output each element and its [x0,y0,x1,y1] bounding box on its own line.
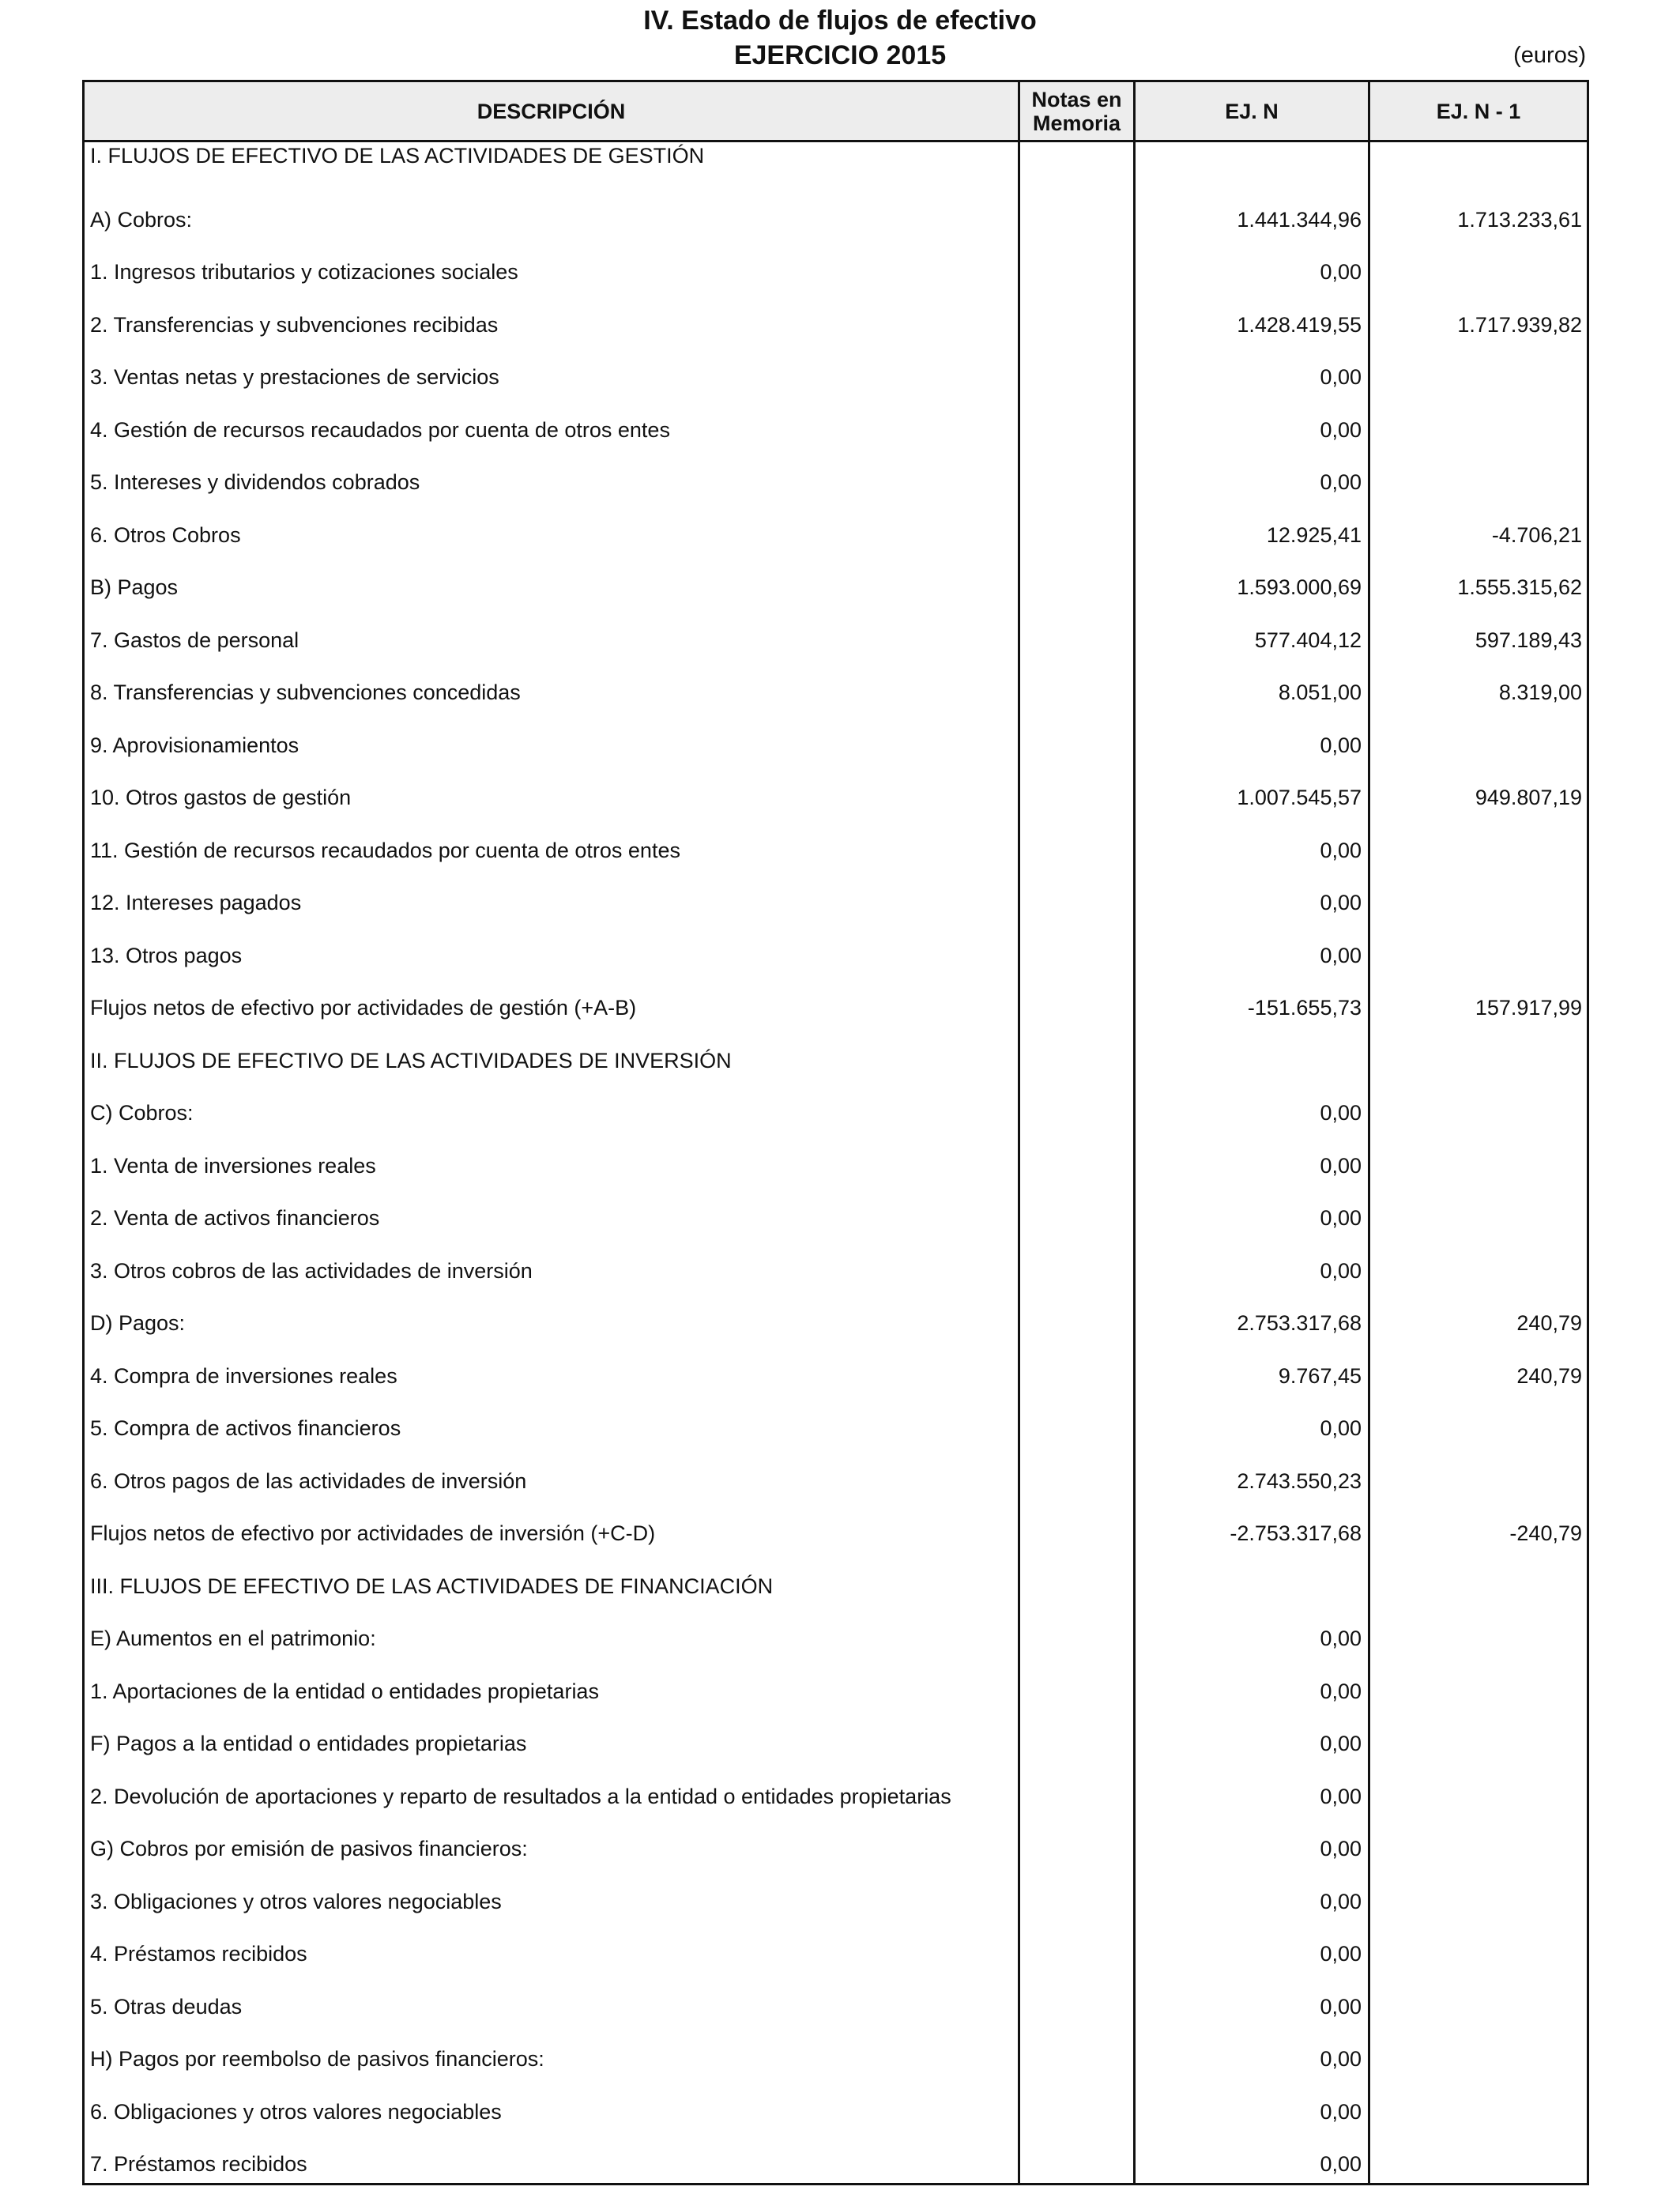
row-value-previous-year [1370,1204,1582,1231]
row-value-previous-year: 1.555.315,62 [1457,575,1582,599]
table-row [85,616,1587,669]
row-value-previous-year [1370,889,1582,916]
row-value-current-year: 0,00 [1320,943,1362,967]
row-description: B) Pagos [90,575,179,599]
row-description: 1. Aportaciones de la entidad o entidades propietarias [90,1679,599,1703]
row-value-current-year: -2.753.317,68 [1230,1521,1362,1545]
row-description: 7. Gastos de personal [90,628,299,652]
row-value-previous-year: 597.189,43 [1475,628,1582,652]
row-value-current-year: 0,00 [1320,2047,1362,2071]
row-value-current-year: 0,00 [1320,365,1362,389]
row-value-current-year: 8.051,00 [1278,680,1362,704]
row-value-previous-year: 240,79 [1516,1311,1582,1335]
table-row [85,1193,1587,1246]
row-description: 2. Venta de activos financieros [90,1206,380,1230]
table-row [85,142,1587,195]
row-value-previous-year [1370,1678,1582,1705]
column-header-notes-line1: Notas en [1031,87,1122,111]
row-value-previous-year: -4.706,21 [1491,522,1582,547]
row-value-previous-year [1370,1099,1582,1126]
row-description: 12. Intereses pagados [90,891,302,914]
row-value-current-year: 0,00 [1320,1679,1362,1703]
row-value-previous-year [1370,1152,1582,1179]
row-value-previous-year: 1.713.233,61 [1457,207,1582,232]
row-description: G) Cobros por emisión de pasivos financieros: [90,1837,528,1860]
row-description: A) Cobros: [90,207,193,232]
row-value-previous-year [1370,1257,1582,1284]
table-row [85,2139,1587,2192]
row-description: I. FLUJOS DE EFECTIVO DE LAS ACTIVIDADES DE GESTIÓN [90,144,705,168]
row-description: C) Cobros: [90,1101,194,1125]
table-row [85,405,1587,458]
row-value-current-year: 2.743.550,23 [1237,1468,1362,1493]
row-value-current-year: 0,00 [1320,470,1362,494]
column-header-previous-year: EJ. N - 1 [1436,99,1521,123]
table-row [85,983,1587,1036]
row-value-previous-year [1370,732,1582,759]
column-divider [1018,82,1020,2183]
row-value-previous-year [1370,942,1582,969]
row-value-current-year: 1.007.545,57 [1237,786,1362,809]
table-row [85,1877,1587,1930]
row-value-current-year: 0,00 [1320,1258,1362,1283]
row-value-previous-year [1370,837,1582,864]
row-description: 13. Otros pagos [90,943,243,967]
table-row [85,1246,1587,1299]
row-value-previous-year: 157.917,99 [1475,996,1582,1020]
row-description: 7. Préstamos recibidos [90,2152,307,2176]
row-value-previous-year [1370,417,1582,443]
row-value-current-year: 0,00 [1320,2152,1362,2176]
table-row [85,1614,1587,1667]
table-row [85,300,1587,353]
row-description: 10. Otros gastos de gestión [90,786,352,809]
table-row [85,1824,1587,1877]
table-row [85,352,1587,405]
row-description: F) Pagos a la entidad o entidades propietarias [90,1732,527,1755]
row-value-current-year: 1.428.419,55 [1237,312,1362,337]
table-row [85,1562,1587,1615]
row-value-current-year: 0,00 [1320,1416,1362,1440]
row-description: H) Pagos por reembolso de pasivos financieros: [90,2047,544,2071]
row-description: 4. Gestión de recursos recaudados por cuenta de otros entes [90,417,670,442]
currency-units: (euros) [1513,43,1586,68]
row-value-current-year: 0,00 [1320,1206,1362,1230]
row-value-previous-year [1370,1888,1582,1915]
statement-title: IV. Estado de flujos de efectivo [643,6,1037,36]
row-description: 4. Compra de inversiones reales [90,1363,397,1388]
row-description: 8. Transferencias y subvenciones concedidas [90,680,521,704]
row-description: E) Aumentos en el patrimonio: [90,1627,376,1650]
table-row [85,458,1587,511]
row-value-current-year: 0,00 [1320,417,1362,442]
row-value-previous-year [1370,1730,1582,1757]
row-value-current-year: 1.441.344,96 [1237,207,1362,232]
table-row [85,195,1587,248]
row-value-current-year: 0,00 [1320,1889,1362,1913]
cash-flow-table [82,80,1589,2185]
row-value-previous-year: -240,79 [1509,1521,1582,1545]
table-row [85,668,1587,721]
table-row [85,1457,1587,1510]
row-description: D) Pagos: [90,1311,186,1335]
row-value-previous-year [1370,1415,1582,1442]
row-value-previous-year [1370,2045,1582,2072]
row-value-current-year [1136,1047,1362,1074]
row-value-current-year: 0,00 [1320,1942,1362,1966]
row-value-previous-year [1370,258,1582,285]
row-description: III. FLUJOS DE EFECTIVO DE LAS ACTIVIDADES DE FINANCIACIÓN [90,1574,774,1598]
table-row [85,1351,1587,1404]
row-value-current-year: 0,00 [1320,1994,1362,2019]
row-value-previous-year: 1.717.939,82 [1457,312,1582,337]
row-description: 1. Ingresos tributarios y cotizaciones sociales [90,260,518,284]
row-value-previous-year [1370,1573,1582,1600]
row-value-previous-year [1370,2151,1582,2177]
fiscal-year-title: EJERCICIO 2015 [733,40,947,70]
table-row [85,1719,1587,1772]
row-value-current-year: 1.593.000,69 [1237,575,1362,599]
row-description: 5. Compra de activos financieros [90,1416,401,1440]
row-description: Flujos netos de efectivo por actividades de gestión (+A-B) [90,996,637,1020]
row-description: 11. Gestión de recursos recaudados por cuenta de otros entes [90,838,680,862]
table-row [85,1772,1587,1825]
row-value-current-year: 0,00 [1320,2099,1362,2124]
row-description: 2. Devolución de aportaciones y reparto de resultados a la entidad o entidades propietarias [90,1784,951,1808]
row-value-previous-year [1370,1940,1582,1967]
row-value-current-year: 577.404,12 [1254,628,1362,652]
table-body [85,142,1587,2192]
row-value-current-year: 0,00 [1320,260,1362,284]
row-description: 5. Intereses y dividendos cobrados [90,470,420,494]
column-header-notes [1020,82,1133,140]
table-row [85,773,1587,826]
row-description: 2. Transferencias y subvenciones recibidas [90,312,499,337]
row-value-current-year [1136,142,1362,169]
table-row [85,826,1587,879]
row-description: Flujos netos de efectivo por actividades de inversión (+C-D) [90,1521,656,1545]
row-description: II. FLUJOS DE EFECTIVO DE LAS ACTIVIDADES DE INVERSIÓN [90,1048,732,1072]
row-value-previous-year [1370,469,1582,496]
table-row [85,2087,1587,2140]
row-value-previous-year: 8.319,00 [1498,680,1582,704]
table-row [85,1982,1587,2035]
column-header-notes-line2: Memoria [1032,111,1121,135]
row-value-previous-year: 240,79 [1516,1363,1582,1388]
table-row [85,1929,1587,1982]
row-value-previous-year [1370,1468,1582,1495]
table-row [85,1299,1587,1351]
row-description: 6. Otros Cobros [90,522,241,547]
row-value-previous-year: 949.807,19 [1475,786,1582,809]
row-description: 6. Otros pagos de las actividades de inversión [90,1468,527,1493]
row-value-current-year: 0,00 [1320,733,1362,757]
table-row [85,721,1587,774]
row-value-current-year: 0,00 [1320,1627,1362,1650]
row-value-previous-year [1370,364,1582,390]
row-description: 4. Préstamos recibidos [90,1942,307,1966]
row-value-current-year: 0,00 [1320,1837,1362,1860]
row-description: 3. Otros cobros de las actividades de inversión [90,1258,533,1283]
table-row [85,1509,1587,1562]
column-divider [1133,82,1136,2183]
row-value-current-year: 12.925,41 [1266,522,1362,547]
table-row [85,247,1587,300]
row-value-previous-year [1370,142,1582,169]
row-value-previous-year [1370,1783,1582,1810]
row-value-current-year: 0,00 [1320,1784,1362,1808]
column-divider [1368,82,1370,2183]
row-value-current-year: 0,00 [1320,891,1362,914]
table-header [85,82,1587,142]
row-value-current-year: 0,00 [1320,1732,1362,1755]
row-description: 3. Obligaciones y otros valores negociables [90,1889,502,1913]
row-value-current-year: 0,00 [1320,1153,1362,1178]
row-description: 6. Obligaciones y otros valores negociables [90,2099,502,2124]
row-description: 9. Aprovisionamientos [90,733,299,757]
table-row [85,1404,1587,1457]
row-description: 5. Otras deudas [90,1994,243,2019]
row-description: 1. Venta de inversiones reales [90,1153,376,1178]
table-row [85,1036,1587,1089]
column-header-description: DESCRIPCIÓN [477,99,626,123]
row-value-current-year: 0,00 [1320,838,1362,862]
table-row [85,511,1587,564]
table-row [85,563,1587,616]
row-value-previous-year [1370,2098,1582,2125]
row-value-current-year: 0,00 [1320,1101,1362,1125]
row-value-current-year [1136,1573,1362,1600]
table-row [85,878,1587,931]
table-row [85,931,1587,984]
row-description: 3. Ventas netas y prestaciones de servicios [90,365,499,389]
row-value-previous-year [1370,1835,1582,1862]
table-row [85,1667,1587,1720]
row-value-previous-year [1370,1993,1582,2020]
row-value-previous-year [1370,1047,1582,1074]
table-row [85,2034,1587,2087]
table-row [85,1088,1587,1141]
row-value-current-year: 9.767,45 [1278,1363,1362,1388]
table-row [85,1141,1587,1194]
row-value-previous-year [1370,1625,1582,1652]
column-header-current-year: EJ. N [1225,99,1279,123]
row-value-current-year: -151.655,73 [1247,996,1362,1020]
row-value-current-year: 2.753.317,68 [1237,1311,1362,1335]
